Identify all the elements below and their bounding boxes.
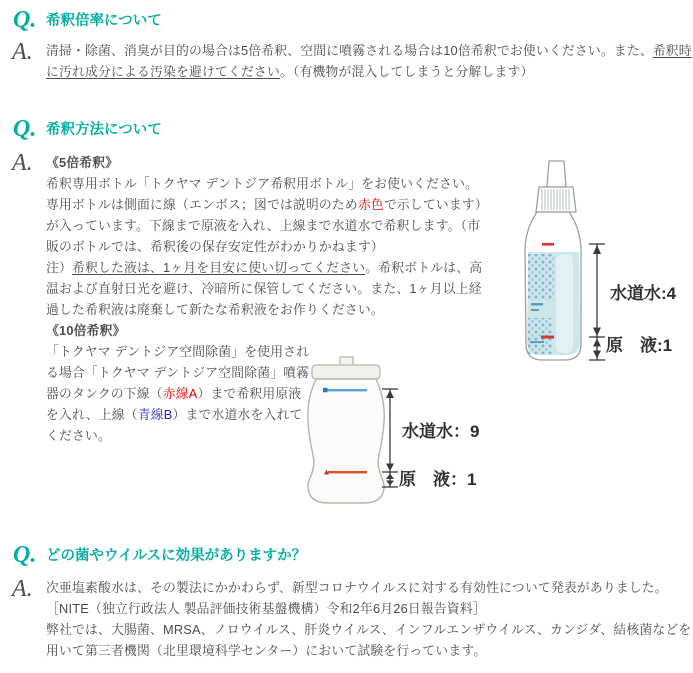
spray-nozzle [547,161,566,187]
answer-segment: 注） [46,260,72,275]
answer-segment: 清掃・除菌、消臭が目的の場合は5倍希釈、空間に噴霧される場合は10倍希釈でお使いください。また、 [46,43,653,58]
label-strip [556,254,573,353]
question-mark: Q. [13,542,37,568]
answer-segment: 。（有機物が混入してしまうと分解します） [279,64,534,79]
question-mark: Q. [13,7,37,33]
five-x-paragraph [46,173,490,257]
answer-paragraph [46,40,693,82]
answer-mark: A. [12,39,33,65]
red-line-a [328,471,367,473]
blue-line-b-text: 青線B [137,407,173,422]
dimension-line [382,389,398,487]
spray-bottle-illustration [478,148,690,380]
ten-x-paragraph [46,341,312,446]
red-line-upper [542,243,554,246]
label-pattern-top [528,254,554,300]
underlined-text: 希釈時に汚れ成分による汚染を避けてください [46,43,692,79]
answer-segment: 「トクヤマ デントジア空間除菌」を使用される場合「トクヤマ デントジア空間除菌」噴霧器のタンクの下線（ [46,344,310,401]
question-mark: Q. [13,116,37,142]
tank-lid [312,365,380,379]
answer-segment: 希釈専用ボトル「トクヤマ デントジア希釈用ボトル」をお使いください。専用ボトルは側面に線（エンボス；図では説明のため [46,176,479,212]
question-title: 希釈方法について [46,122,162,138]
tap-water-ratio-label: 水道水：9 [402,422,480,441]
question-title: 希釈倍率について [46,13,162,29]
answer-mark: A. [12,150,33,176]
answer-segment: 。希釈ボトルは、高温および直射日光を避け、冷暗所に保管してください。また、1ヶ月以上経過した希釈液は廃棄して新たな希釈液をお作りください。 [46,260,483,317]
red-text: 赤色 [357,197,384,212]
answer-text [46,577,693,661]
five-x-heading: 《5倍希釈》 [46,155,119,170]
stock-solution-ratio-label: 原 液:1 [606,336,673,355]
ten-x-heading: 《10倍希釈》 [46,323,126,338]
tap-water-ratio-label: 水道水:4 [610,284,677,303]
note-paragraph [46,257,490,320]
answer-paragraph: 次亜塩素酸水は、その製法にかかわらず、新型コロナウイルスに対する有効性について発表がありました。［NITE（独立行政法人 製品評価技術基盤機構）令和2年6月26日報告資料］ [46,580,668,616]
blue-line-end-mark [323,388,328,393]
tank-illustration [298,356,508,508]
red-line-a-text: 赤線A [162,386,198,401]
tank-body [308,379,384,503]
answer-segment: で示しています）が入っています。下線まで原液を入れ、上線まで水道水で希釈します。（市販のボトルでは、希釈後の保存安定性がわかりかねます） [46,197,488,254]
answer-text [46,40,693,82]
underlined-text: 希釈した液は、1ヶ月を目安に使い切ってください [72,260,366,275]
red-line-lower [541,336,554,339]
question-title: どの菌やウイルスに効果がありますか？ [46,548,307,564]
answer-segment: ）まで希釈用原液を入れ、上線（ [46,386,302,422]
stock-solution-ratio-label: 原 液：1 [399,470,477,489]
answer-segment: ）まで水道水を入れてください。 [46,407,303,443]
blue-line-b [327,389,367,391]
answer-mark: A. [12,576,33,602]
answer-paragraph: 弊社では、大腸菌、MRSA、ノロウイルス、肝炎ウイルス、インフルエンザウイルス、カンジダ、結核菌などを用いて第三者機関（北里環境科学センター）において試験を行っています。 [46,622,692,658]
